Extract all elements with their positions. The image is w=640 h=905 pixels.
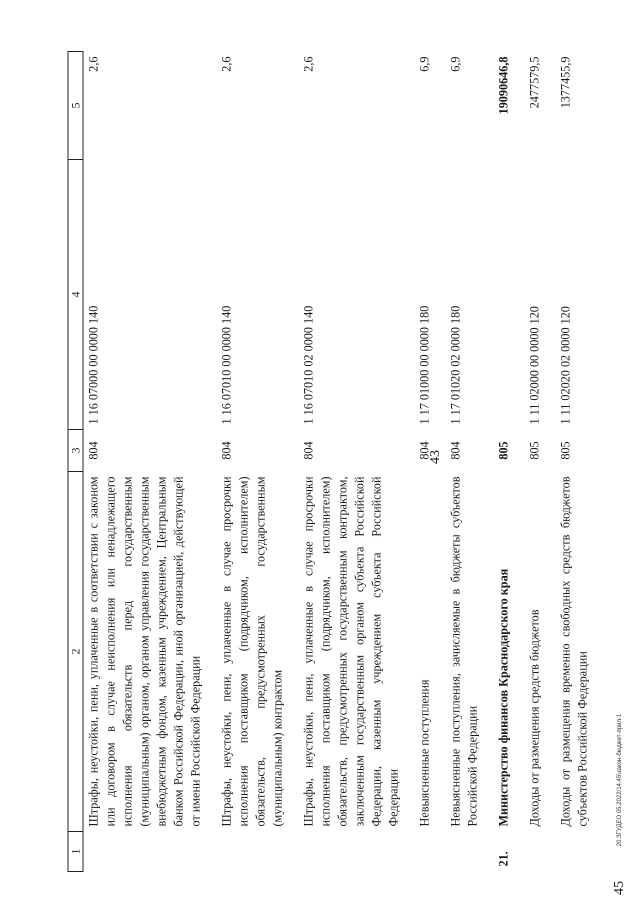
table-header-cell: 5 [68, 52, 83, 160]
row-number: 21. [496, 851, 511, 867]
row-amount: 2,6 [86, 56, 101, 72]
page-number-center: 43 [428, 450, 443, 464]
row-admin-code: 804 [301, 441, 316, 460]
page-number-side: 45 [612, 881, 627, 895]
table-row [213, 52, 295, 872]
table-row [490, 52, 521, 872]
row-number [521, 832, 552, 872]
table-header-row [68, 52, 83, 872]
row-number [83, 832, 213, 872]
table-header-cell: 3 [68, 430, 83, 472]
row-budget-code: 1 16 07000 00 0000 140 [86, 305, 101, 425]
row-budget-code: 1 17 01020 02 0000 180 [448, 305, 463, 425]
row-budget-code: 1 11 02020 02 0000 120 [558, 306, 573, 425]
table-header-cell: 1 [68, 832, 83, 872]
revenue-table [68, 51, 600, 872]
table-header-cell: 2 [68, 472, 83, 832]
row-budget-code: 1 17 01000 00 0000 180 [417, 305, 432, 425]
row-description: Штрафы, неустойки, пени, уплаченные в случае просрочки исполнения поставщиком (подрядчиком, исполнителем) обязательств, предусмотренных государственным (муниципальным) контрактом [219, 476, 285, 827]
row-amount: 19090646,8 [496, 56, 511, 115]
table-header-cell: 4 [68, 160, 83, 430]
table-row [83, 52, 213, 872]
table-row [552, 52, 600, 872]
table-row [521, 52, 552, 872]
row-number [213, 832, 295, 872]
row-amount: 2477579,5 [527, 56, 542, 109]
row-amount: 6,9 [417, 56, 432, 72]
row-description: Министерство финансов Краснодарского края [496, 568, 511, 827]
footer-code: 20.ЗГУДЕО 05.2022/14.45\закон-бюджет-прил-1 [617, 713, 623, 847]
row-budget-code: 1 11 02000 00 0000 120 [527, 306, 542, 425]
row-admin-code: 805 [527, 441, 542, 460]
row-amount: 6,9 [448, 56, 463, 72]
table-row [295, 52, 411, 872]
row-description: Штрафы, неустойки, пени, уплаченные в случае просрочки исполнения поставщиком (подрядчиком, исполнителем) обязательств, предусмотренных государственным контрактом, заключенным государственным органом субъекта Российской Федерации, казенным учреждением субъекта Российской Федерации [301, 476, 401, 827]
row-description: Невыясненные поступления [417, 679, 432, 827]
table-body [83, 52, 600, 872]
table-row [442, 52, 490, 872]
row-admin-code: 804 [86, 441, 101, 460]
row-admin-code: 805 [558, 441, 573, 460]
row-number [442, 832, 490, 872]
row-description: Штрафы, неустойки, пени, уплаченные в соответствии с законом или договором в случае неисполнения или ненадлежащего исполнения обязательств перед государственным (муниципальным) органом, органом управления государственным внебюджетным фондом, казенным учреждением, Центральным банком Российской Федерации, иной организацией, действующей от имени Российской Федерации [86, 476, 203, 827]
row-budget-code: 1 16 07010 00 0000 140 [219, 305, 234, 425]
row-amount: 1377455,9 [558, 56, 573, 109]
row-admin-code: 805 [496, 441, 511, 460]
row-admin-code: 804 [417, 441, 432, 460]
row-budget-code: 1 16 07010 02 0000 140 [301, 305, 316, 425]
rotated-table-container [68, 52, 590, 872]
row-admin-code: 804 [448, 441, 463, 460]
row-amount: 2,6 [219, 56, 234, 72]
row-budget-code [490, 160, 521, 430]
row-number [411, 832, 442, 872]
row-description: Доходы от размещения средств бюджетов [527, 609, 542, 827]
row-number [552, 832, 600, 872]
row-description: Доходы от размещения временно свободных средств бюджетов субъектов Российской Федерации [558, 476, 590, 827]
row-number [295, 832, 411, 872]
row-amount: 2,6 [301, 56, 316, 72]
row-admin-code: 804 [219, 441, 234, 460]
table-row [411, 52, 442, 872]
row-description: Невыясненные поступления, зачисляемые в бюджеты субъектов Российской Федерации [448, 476, 480, 827]
